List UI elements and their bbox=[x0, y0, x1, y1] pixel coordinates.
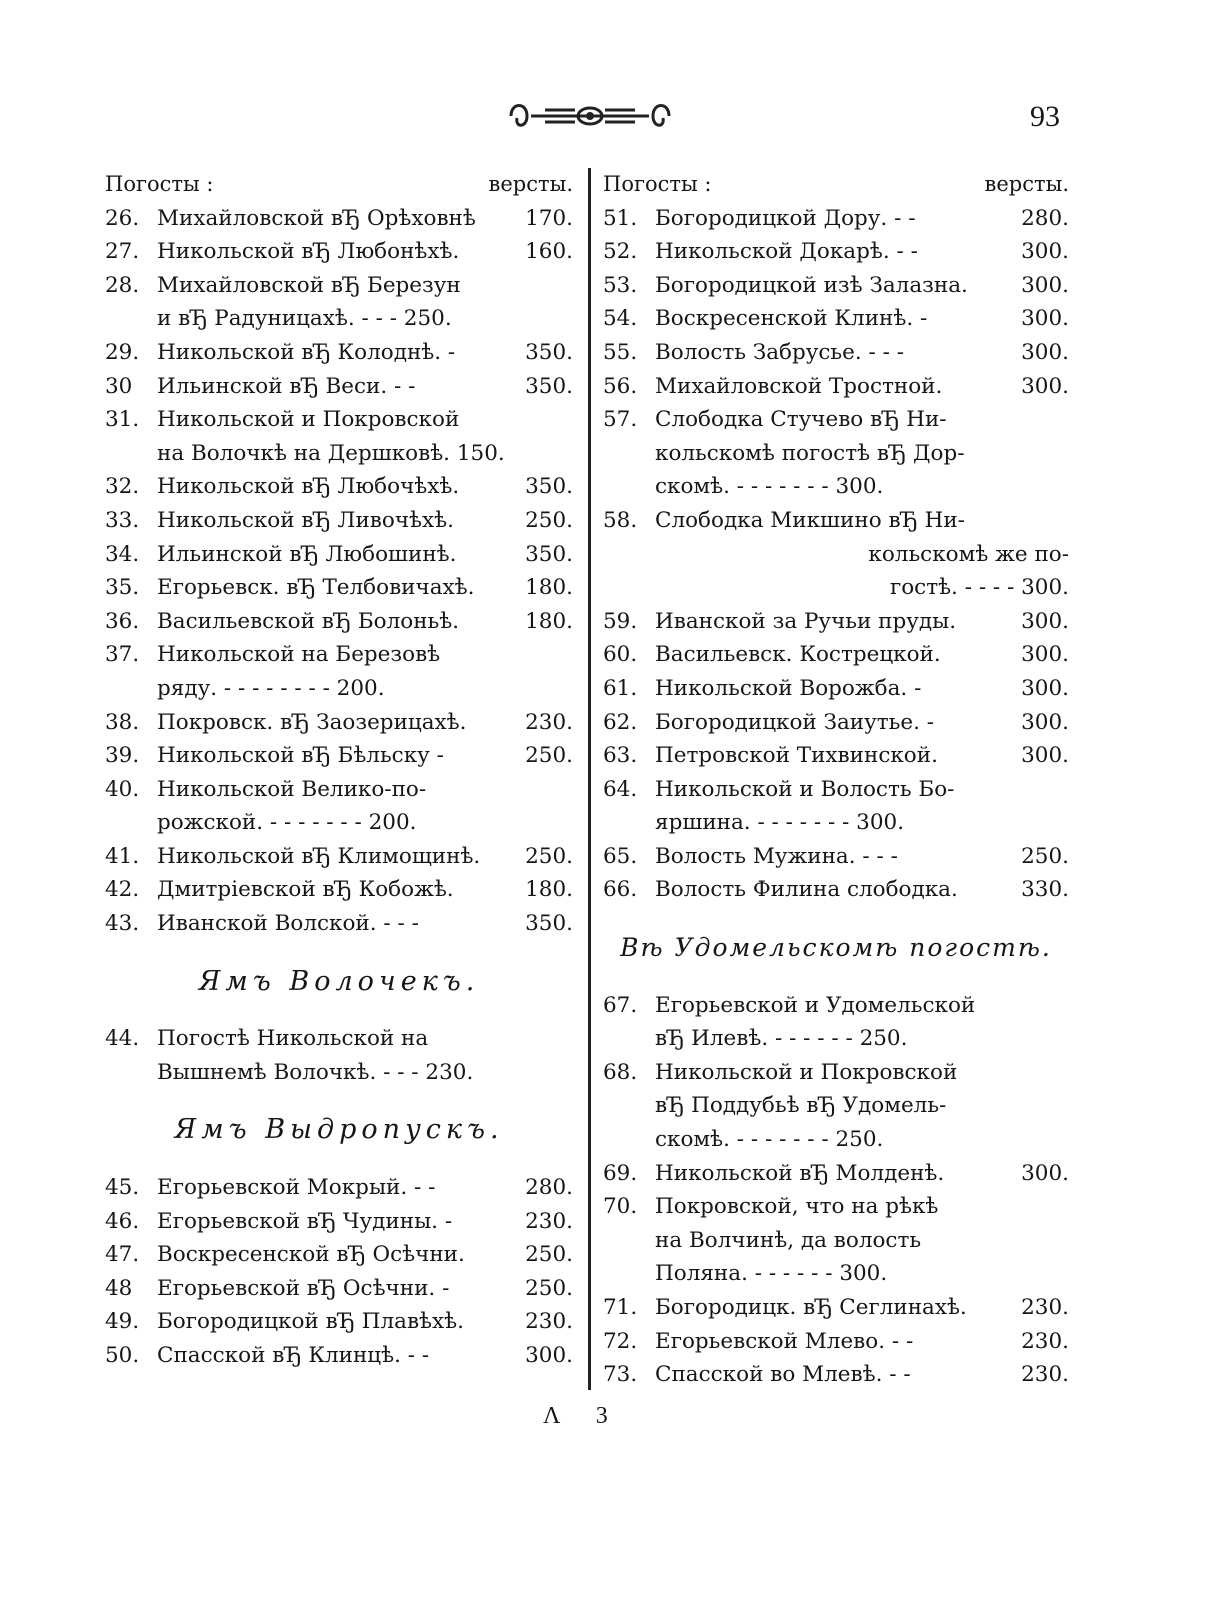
entry-number: 57. bbox=[603, 407, 638, 433]
entry-30 bbox=[105, 370, 573, 404]
entry-47 bbox=[105, 1238, 573, 1272]
entry-text: Спасской во Млевѣ. - - bbox=[655, 1362, 911, 1388]
entry-value: 350. bbox=[525, 373, 573, 399]
entry-text: Богородицк. вЂ Сеглинахѣ. bbox=[655, 1295, 967, 1320]
entry-52 bbox=[603, 235, 1069, 269]
entry-text: Богородицкой изѣ Залазна. bbox=[655, 272, 968, 298]
entry-text: Покровск. вЂ Заозерицахѣ. bbox=[157, 709, 467, 735]
entry-text: Иванской за Ручьи пруды. bbox=[655, 608, 957, 634]
entry-number: 70. bbox=[603, 1194, 638, 1220]
entry-71 bbox=[603, 1291, 1069, 1325]
entry-text: Никольской вЂ Климощинѣ. bbox=[157, 843, 481, 869]
entry-number: 33. bbox=[105, 507, 140, 533]
entry-value bbox=[569, 638, 573, 672]
entry-number: 42. bbox=[105, 877, 140, 903]
entry-text: Егорьевской Млево. - - bbox=[655, 1328, 914, 1354]
entry-text: Никольской на Березовѣ bbox=[157, 642, 441, 668]
entry-text: Никольской и Покровской bbox=[157, 407, 460, 433]
entry-text: Волость Филина слободка. bbox=[655, 877, 958, 903]
entry-60 bbox=[603, 638, 1069, 672]
entry-value: 350. bbox=[525, 541, 573, 567]
entry-number: 26. bbox=[105, 205, 140, 231]
entry-text: Волость Забрусье. - - - bbox=[655, 339, 904, 365]
entry-number: 66. bbox=[603, 877, 638, 903]
entry-64-continuation: яршина. - - - - - - - 300. bbox=[655, 810, 905, 836]
entry-70-continuation: Поляна. - - - - - - 300. bbox=[655, 1261, 888, 1287]
entry-value: 160. bbox=[525, 239, 573, 265]
entry-59 bbox=[603, 605, 1069, 639]
entry-number: 58. bbox=[603, 507, 638, 533]
entry-text: Дмитріевской вЂ Кобожѣ. bbox=[157, 877, 454, 903]
entry-value: 230. bbox=[525, 709, 573, 735]
entry-number: 65. bbox=[603, 843, 638, 869]
entry-number: 56. bbox=[603, 373, 638, 399]
entry-number: 48 bbox=[105, 1275, 133, 1301]
entry-value bbox=[1065, 403, 1069, 437]
entry-text: Воскресенской вЂ Осѣчни. bbox=[157, 1242, 465, 1268]
entry-text: Васильевской вЂ Болоньѣ. bbox=[157, 608, 460, 634]
entry-number: 35. bbox=[105, 575, 140, 601]
entry-42 bbox=[105, 873, 573, 907]
entry-text: Егорьевской вЂ Осѣчни. - bbox=[157, 1275, 450, 1301]
section-title-vydropusk: Ямъ Выдропускъ. bbox=[174, 1114, 504, 1146]
entry-value: 300. bbox=[1021, 373, 1069, 399]
entry-text: Никольской Докарѣ. - - bbox=[655, 239, 918, 265]
entry-44 bbox=[105, 1022, 573, 1056]
entry-58-continuation: кольскомѣ же по- bbox=[868, 541, 1069, 567]
entry-45 bbox=[105, 1171, 573, 1205]
entry-57 bbox=[603, 403, 1069, 437]
entry-40 bbox=[105, 773, 573, 807]
entry-value bbox=[1065, 504, 1069, 538]
entry-text: Егорьевской вЂ Чудины. - bbox=[157, 1208, 453, 1234]
entry-number: 68. bbox=[603, 1059, 638, 1085]
entry-value: 250. bbox=[525, 843, 573, 869]
entry-number: 67. bbox=[603, 992, 638, 1018]
left-header-label: Погосты : bbox=[105, 172, 214, 196]
right-header-label: Погосты : bbox=[603, 172, 712, 196]
entry-text: Никольской вЂ Любочѣхѣ. bbox=[157, 474, 460, 500]
entry-value: 330. bbox=[1021, 877, 1069, 903]
entry-57-continuation: кольскомѣ погостѣ вЂ Дор- bbox=[655, 440, 965, 466]
entry-70 bbox=[603, 1190, 1069, 1224]
entry-number: 60. bbox=[603, 642, 638, 668]
entry-value: 350. bbox=[525, 339, 573, 365]
entry-58 bbox=[603, 504, 1069, 538]
entry-value: 280. bbox=[525, 1175, 573, 1201]
entry-36 bbox=[105, 605, 573, 639]
entry-number: 32. bbox=[105, 474, 140, 500]
entry-53 bbox=[603, 269, 1069, 303]
entry-value: 250. bbox=[525, 507, 573, 533]
entry-number: 54. bbox=[603, 306, 638, 332]
entry-text: Ильинской вЂ Веси. - - bbox=[157, 373, 416, 399]
entry-number: 40. bbox=[105, 776, 140, 802]
entry-value: 300. bbox=[1021, 675, 1069, 701]
entry-value: 230. bbox=[1021, 1328, 1069, 1354]
entry-39 bbox=[105, 739, 573, 773]
entry-value: 250. bbox=[1021, 843, 1069, 869]
entry-text: Иванской Волской. - - - bbox=[157, 911, 419, 937]
entry-number: 36. bbox=[105, 608, 140, 634]
entry-number: 61. bbox=[603, 675, 638, 701]
entry-value: 300. bbox=[1021, 1160, 1069, 1186]
entry-29 bbox=[105, 336, 573, 370]
entry-67-continuation: вЂ Илевѣ. - - - - - - 250. bbox=[655, 1026, 908, 1052]
entry-value: 280. bbox=[1021, 205, 1069, 231]
entry-value: 230. bbox=[525, 1309, 573, 1335]
entry-text: Богородицкой вЂ Плавѣхѣ. bbox=[157, 1309, 464, 1335]
section-title-udomlya: Вѣ Удомельскомѣ погостѣ. bbox=[620, 933, 1052, 963]
entry-text: Богородицкой Дору. - - bbox=[655, 205, 916, 231]
entry-number: 71. bbox=[603, 1295, 638, 1320]
entry-56 bbox=[603, 370, 1069, 404]
entry-text: Спасской вЂ Клинцѣ. - - bbox=[157, 1343, 430, 1368]
entry-40-continuation: рожской. - - - - - - - 200. bbox=[157, 810, 417, 836]
entry-number: 73. bbox=[603, 1362, 638, 1388]
entry-49 bbox=[105, 1305, 573, 1339]
entry-value bbox=[1065, 1056, 1069, 1090]
entry-value: 170. bbox=[525, 205, 573, 231]
right-header bbox=[603, 168, 1069, 202]
entry-31-continuation: на Волочкѣ на Дершковѣ. 150. bbox=[157, 440, 505, 466]
entry-43 bbox=[105, 907, 573, 941]
entry-number: 41. bbox=[105, 843, 140, 869]
entry-value: 250. bbox=[525, 1275, 573, 1301]
entry-38 bbox=[105, 706, 573, 740]
entry-value bbox=[1065, 989, 1069, 1023]
entry-number: 30 bbox=[105, 373, 133, 399]
entry-value: 300. bbox=[1021, 306, 1069, 332]
entry-value: 250. bbox=[525, 1242, 573, 1268]
entry-value bbox=[1065, 773, 1069, 807]
entry-value: 230. bbox=[525, 1208, 573, 1234]
entry-72 bbox=[603, 1325, 1069, 1359]
entry-number: 29. bbox=[105, 339, 140, 365]
left-header-unit: версты. bbox=[488, 172, 573, 196]
spacer bbox=[603, 907, 1069, 931]
entry-value: 180. bbox=[525, 877, 573, 903]
entry-68-continuation: скомѣ. - - - - - - - 250. bbox=[655, 1127, 884, 1153]
entry-61 bbox=[603, 672, 1069, 706]
entry-value: 230. bbox=[1021, 1362, 1069, 1388]
entry-number: 34. bbox=[105, 541, 140, 567]
spacer bbox=[105, 998, 573, 1022]
entry-value bbox=[569, 403, 573, 437]
entry-number: 69. bbox=[603, 1160, 638, 1186]
entry-69 bbox=[603, 1157, 1069, 1191]
entry-text: Петровской Тихвинской. bbox=[655, 743, 938, 769]
column-divider bbox=[588, 168, 591, 1390]
entry-text: Михайловской вЂ Березун bbox=[157, 272, 461, 298]
entry-54 bbox=[603, 302, 1069, 336]
entry-number: 51. bbox=[603, 205, 638, 231]
entry-55 bbox=[603, 336, 1069, 370]
entry-number: 37. bbox=[105, 642, 140, 668]
entry-value bbox=[569, 773, 573, 807]
left-column bbox=[105, 168, 573, 1373]
entry-value: 300. bbox=[1021, 239, 1069, 265]
entry-text: Никольской и Покровской bbox=[655, 1059, 958, 1085]
entry-number: 39. bbox=[105, 743, 140, 769]
entry-46 bbox=[105, 1205, 573, 1239]
entry-66 bbox=[603, 873, 1069, 907]
entry-text: Воскресенской Клинѣ. - bbox=[655, 306, 928, 332]
entry-number: 52. bbox=[603, 239, 638, 265]
entry-number: 63. bbox=[603, 743, 638, 769]
entry-value: 350. bbox=[525, 911, 573, 937]
entry-text: Богородицкой Заиутье. - bbox=[655, 709, 935, 735]
entry-text: Васильевск. Кострецкой. bbox=[655, 642, 941, 668]
entry-text: Егорьевск. вЂ Телбовичахѣ. bbox=[157, 575, 475, 601]
entry-57-continuation: скомѣ. - - - - - - - 300. bbox=[655, 474, 884, 500]
entry-63 bbox=[603, 739, 1069, 773]
entry-value: 350. bbox=[525, 474, 573, 500]
entry-text: Никольской вЂ Молденѣ. bbox=[655, 1160, 945, 1186]
entry-value: 300. bbox=[1021, 339, 1069, 365]
entry-number: 27. bbox=[105, 239, 140, 265]
entry-37-continuation: ряду. - - - - - - - - 200. bbox=[157, 675, 385, 701]
entry-number: 49. bbox=[105, 1309, 140, 1335]
entry-number: 31. bbox=[105, 407, 140, 433]
entry-text: Никольской и Волость Бо- bbox=[655, 776, 955, 802]
entry-number: 45. bbox=[105, 1175, 140, 1201]
entry-text: Егорьевской и Удомельской bbox=[655, 992, 976, 1018]
spacer bbox=[105, 1147, 573, 1171]
entry-68-continuation: вЂ Поддубьѣ вЂ Удомель- bbox=[655, 1093, 947, 1119]
spacer bbox=[105, 941, 573, 965]
entry-number: 53. bbox=[603, 272, 638, 298]
entry-37 bbox=[105, 638, 573, 672]
entry-number: 72. bbox=[603, 1328, 638, 1354]
spacer bbox=[603, 965, 1069, 989]
entry-text: Покровской, что на рѣкѣ bbox=[655, 1194, 939, 1220]
entry-33 bbox=[105, 504, 573, 538]
entry-number: 46. bbox=[105, 1208, 140, 1234]
entry-value bbox=[1065, 1190, 1069, 1224]
entry-65 bbox=[603, 840, 1069, 874]
entry-text: Никольской Ворожба. - bbox=[655, 675, 922, 701]
entry-number: 44. bbox=[105, 1026, 140, 1052]
entry-value bbox=[569, 269, 573, 303]
page-number: 93 bbox=[1030, 100, 1060, 133]
entry-27 bbox=[105, 235, 573, 269]
right-column bbox=[603, 168, 1069, 1392]
entry-62 bbox=[603, 706, 1069, 740]
entry-text: Михайловской вЂ Орѣховнѣ bbox=[157, 205, 476, 231]
header-ornament bbox=[505, 98, 675, 134]
entry-41 bbox=[105, 840, 573, 874]
entry-58-continuation: гостѣ. - - - - 300. bbox=[889, 575, 1069, 601]
entry-text: Егорьевской Мокрый. - - bbox=[157, 1175, 436, 1201]
entry-text: Никольской Велико-по- bbox=[157, 776, 427, 802]
entry-text: Ильинской вЂ Любошинѣ. bbox=[157, 541, 457, 567]
section-title-volochek: Ямъ Волочекъ. bbox=[198, 965, 480, 997]
entry-number: 38. bbox=[105, 709, 140, 735]
entry-number: 64. bbox=[603, 776, 638, 802]
entry-text: Волость Мужина. - - - bbox=[655, 843, 898, 869]
entry-text: Слободка Стучево вЂ Ни- bbox=[655, 407, 947, 433]
entry-number: 28. bbox=[105, 272, 140, 298]
entry-number: 50. bbox=[105, 1343, 140, 1368]
entry-value: 300. bbox=[1021, 272, 1069, 298]
entry-value: 230. bbox=[1021, 1295, 1069, 1320]
entry-64 bbox=[603, 773, 1069, 807]
entry-value: 250. bbox=[525, 743, 573, 769]
signature-mark: Λ 3 bbox=[543, 1403, 608, 1429]
left-header bbox=[105, 168, 573, 202]
entry-35 bbox=[105, 571, 573, 605]
entry-text: Никольской вЂ Бѣльску - bbox=[157, 743, 444, 769]
entry-value: 180. bbox=[525, 608, 573, 634]
entry-text: Слободка Микшино вЂ Ни- bbox=[655, 507, 965, 533]
entry-value: 300. bbox=[525, 1343, 573, 1368]
entry-text: Никольской вЂ Колоднѣ. - bbox=[157, 339, 456, 365]
entry-number: 47. bbox=[105, 1242, 140, 1268]
spacer bbox=[105, 1089, 573, 1113]
entry-31 bbox=[105, 403, 573, 437]
entry-value bbox=[569, 1022, 573, 1056]
entry-text: Никольской вЂ Ливочѣхѣ. bbox=[157, 507, 454, 533]
entry-value: 300. bbox=[1021, 608, 1069, 634]
entry-text: Погостѣ Никольской на bbox=[157, 1026, 429, 1052]
entry-44-continuation: Вышнемѣ Волочкѣ. - - - 230. bbox=[157, 1059, 474, 1085]
entry-32 bbox=[105, 470, 573, 504]
entry-70-continuation: на Волчинѣ, да волость bbox=[655, 1227, 922, 1253]
entry-number: 55. bbox=[603, 339, 638, 365]
entry-number: 62. bbox=[603, 709, 638, 735]
entry-68 bbox=[603, 1056, 1069, 1090]
entry-value: 300. bbox=[1021, 709, 1069, 735]
entry-value: 300. bbox=[1021, 743, 1069, 769]
entry-value: 300. bbox=[1021, 642, 1069, 668]
entry-28 bbox=[105, 269, 573, 303]
entry-67 bbox=[603, 989, 1069, 1023]
entry-51 bbox=[603, 202, 1069, 236]
entry-text: Михайловской Тростной. bbox=[655, 373, 943, 399]
entry-26 bbox=[105, 202, 573, 236]
entry-number: 59. bbox=[603, 608, 638, 634]
entry-48 bbox=[105, 1272, 573, 1306]
entry-50 bbox=[105, 1339, 573, 1373]
entry-73 bbox=[603, 1358, 1069, 1392]
entry-text: Никольской вЂ Любонѣхѣ. bbox=[157, 239, 460, 265]
entry-value: 180. bbox=[525, 575, 573, 601]
entry-34 bbox=[105, 538, 573, 572]
entry-28-continuation: и вЂ Радуницахѣ. - - - 250. bbox=[157, 306, 452, 332]
right-header-unit: версты. bbox=[984, 172, 1069, 196]
entry-number: 43. bbox=[105, 911, 140, 937]
